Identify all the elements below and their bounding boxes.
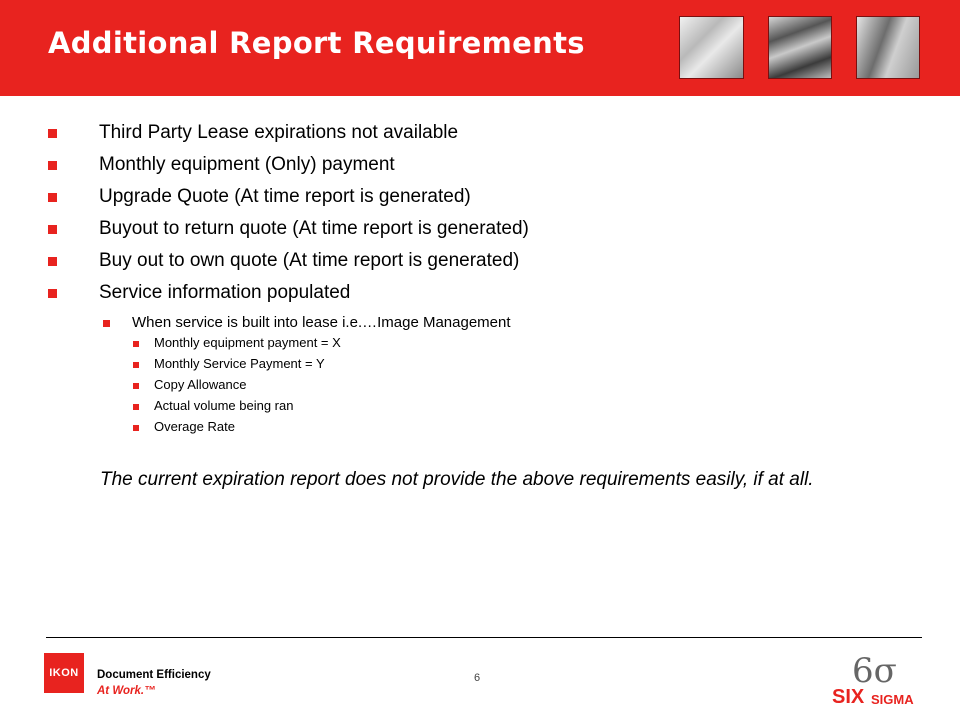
bullet-item: Monthly equipment (Only) payment	[99, 154, 395, 175]
sub-sub-bullet-marker	[133, 362, 139, 368]
sub-bullet-item: When service is built into lease i.e.…Image Management	[132, 314, 511, 331]
bullet-marker	[48, 289, 57, 298]
sub-sub-bullet-item: Actual volume being ran	[154, 398, 294, 413]
six-sigma-logo-sigma: SIGMA	[871, 692, 914, 707]
document-photo	[679, 16, 744, 79]
sub-sub-bullet-item: Monthly Service Payment = Y	[154, 356, 325, 371]
header-banner	[0, 0, 960, 96]
sub-sub-bullet-marker	[133, 425, 139, 431]
bullet-item: Buyout to return quote (At time report is generated)	[99, 218, 529, 239]
sub-sub-bullet-item: Copy Allowance	[154, 377, 247, 392]
bullet-marker	[48, 225, 57, 234]
bullet-marker	[48, 257, 57, 266]
bullet-item: Upgrade Quote (At time report is generated)	[99, 186, 471, 207]
sub-sub-bullet-marker	[133, 341, 139, 347]
sub-sub-bullet-marker	[133, 383, 139, 389]
sub-sub-bullet-item: Monthly equipment payment = X	[154, 335, 341, 350]
bullet-item: Third Party Lease expirations not available	[99, 122, 459, 143]
slide-title: Additional Report Requirements	[48, 26, 585, 60]
bullet-marker	[48, 193, 57, 202]
six-sigma-logo-six: SIX	[832, 686, 865, 708]
bullet-item: Service information populated	[99, 282, 351, 303]
ikon-logo: IKON	[44, 653, 84, 693]
bullet-marker	[48, 161, 57, 170]
tagline-line1: Document Efficiency	[97, 669, 211, 681]
office-photo	[856, 16, 920, 79]
tagline-line2: At Work.™	[97, 685, 156, 697]
summary-note: The current expiration report does not provide the above requirements easily, if at all.	[100, 469, 814, 490]
people-photo	[768, 16, 832, 79]
sub-sub-bullet-marker	[133, 404, 139, 410]
page-number: 6	[474, 672, 481, 684]
sub-bullet-marker	[103, 320, 110, 327]
six-sigma-icon: 6σ	[852, 651, 897, 691]
bullet-marker	[48, 129, 57, 138]
sub-sub-bullet-item: Overage Rate	[154, 419, 235, 434]
footer-divider	[46, 637, 922, 638]
bullet-item: Buy out to own quote (At time report is generated)	[99, 250, 520, 271]
